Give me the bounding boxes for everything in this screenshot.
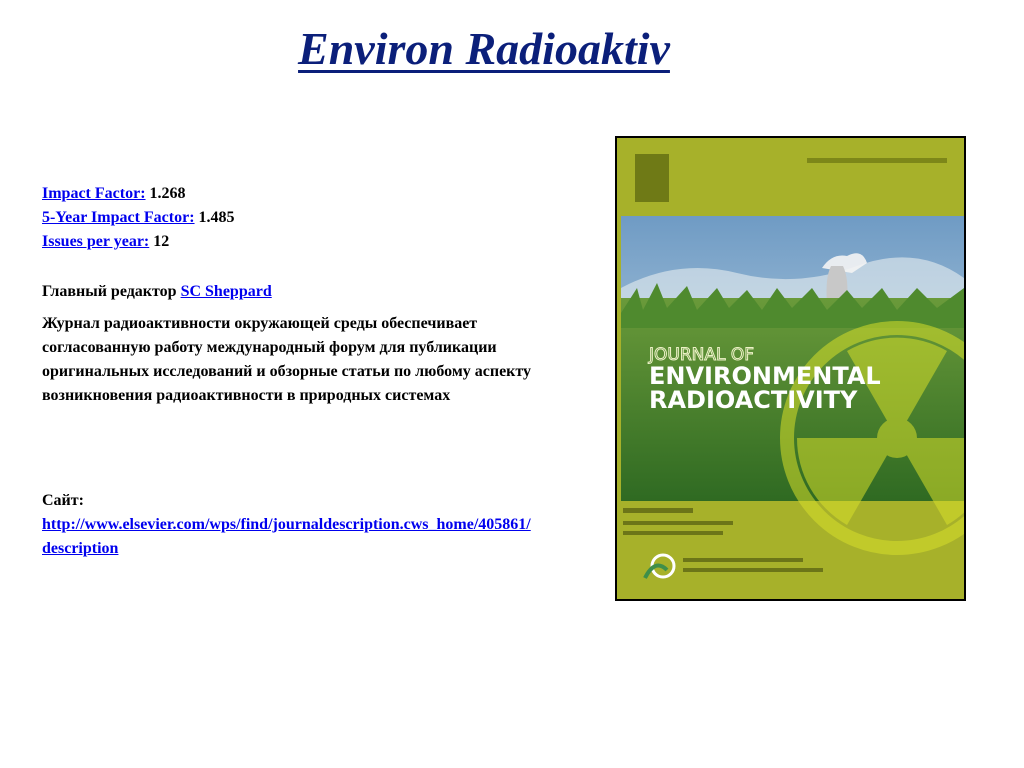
page-title: Environ Radioaktiv xyxy=(298,23,670,74)
site-label: Сайт: xyxy=(42,492,84,509)
impact-factor-value: 1.268 xyxy=(149,185,186,202)
impact-factor-row xyxy=(42,182,542,206)
impact-factor-link[interactable]: Impact Factor: xyxy=(42,185,146,202)
journal-cover-image xyxy=(615,136,966,601)
cover-header-text xyxy=(807,158,947,163)
site-url-link[interactable]: http://www.elsevier.com/wps/find/journaldescription.cws_home/405861/description xyxy=(42,516,531,557)
cover-editor-text xyxy=(623,508,693,513)
editor-name-link[interactable]: SC Sheppard xyxy=(180,283,272,300)
journal-description: Журнал радиоактивности окружающей среды обеспечивает согласованную работу международный форум для публикации оригинальных исследований и обзорные статьи по любому аспекту возникновения радиоактивности в природных системах xyxy=(42,315,532,404)
issues-per-year-link[interactable]: Issues per year: xyxy=(42,233,150,250)
cover-title-line2: ENVIRONMENTAL xyxy=(649,362,881,390)
five-year-impact-factor-value: 1.485 xyxy=(198,209,235,226)
journal-metrics xyxy=(42,182,542,254)
editor-line xyxy=(42,283,272,301)
five-year-impact-factor-link[interactable]: 5-Year Impact Factor: xyxy=(42,209,195,226)
site-block xyxy=(42,489,532,561)
society-text-2 xyxy=(683,568,823,572)
cover-associate-text xyxy=(623,521,733,525)
issues-per-year-row xyxy=(42,230,542,254)
cover-associate-text-2 xyxy=(623,531,723,535)
cover-title-line1: JOURNAL OF xyxy=(649,345,755,365)
issues-per-year-value: 12 xyxy=(153,233,170,250)
publisher-logo-icon xyxy=(635,154,669,202)
five-year-impact-factor-row xyxy=(42,206,542,230)
society-text xyxy=(683,558,803,562)
cover-title-line3: RADIOACTIVITY xyxy=(649,386,858,414)
editor-label: Главный редактор xyxy=(42,283,177,300)
